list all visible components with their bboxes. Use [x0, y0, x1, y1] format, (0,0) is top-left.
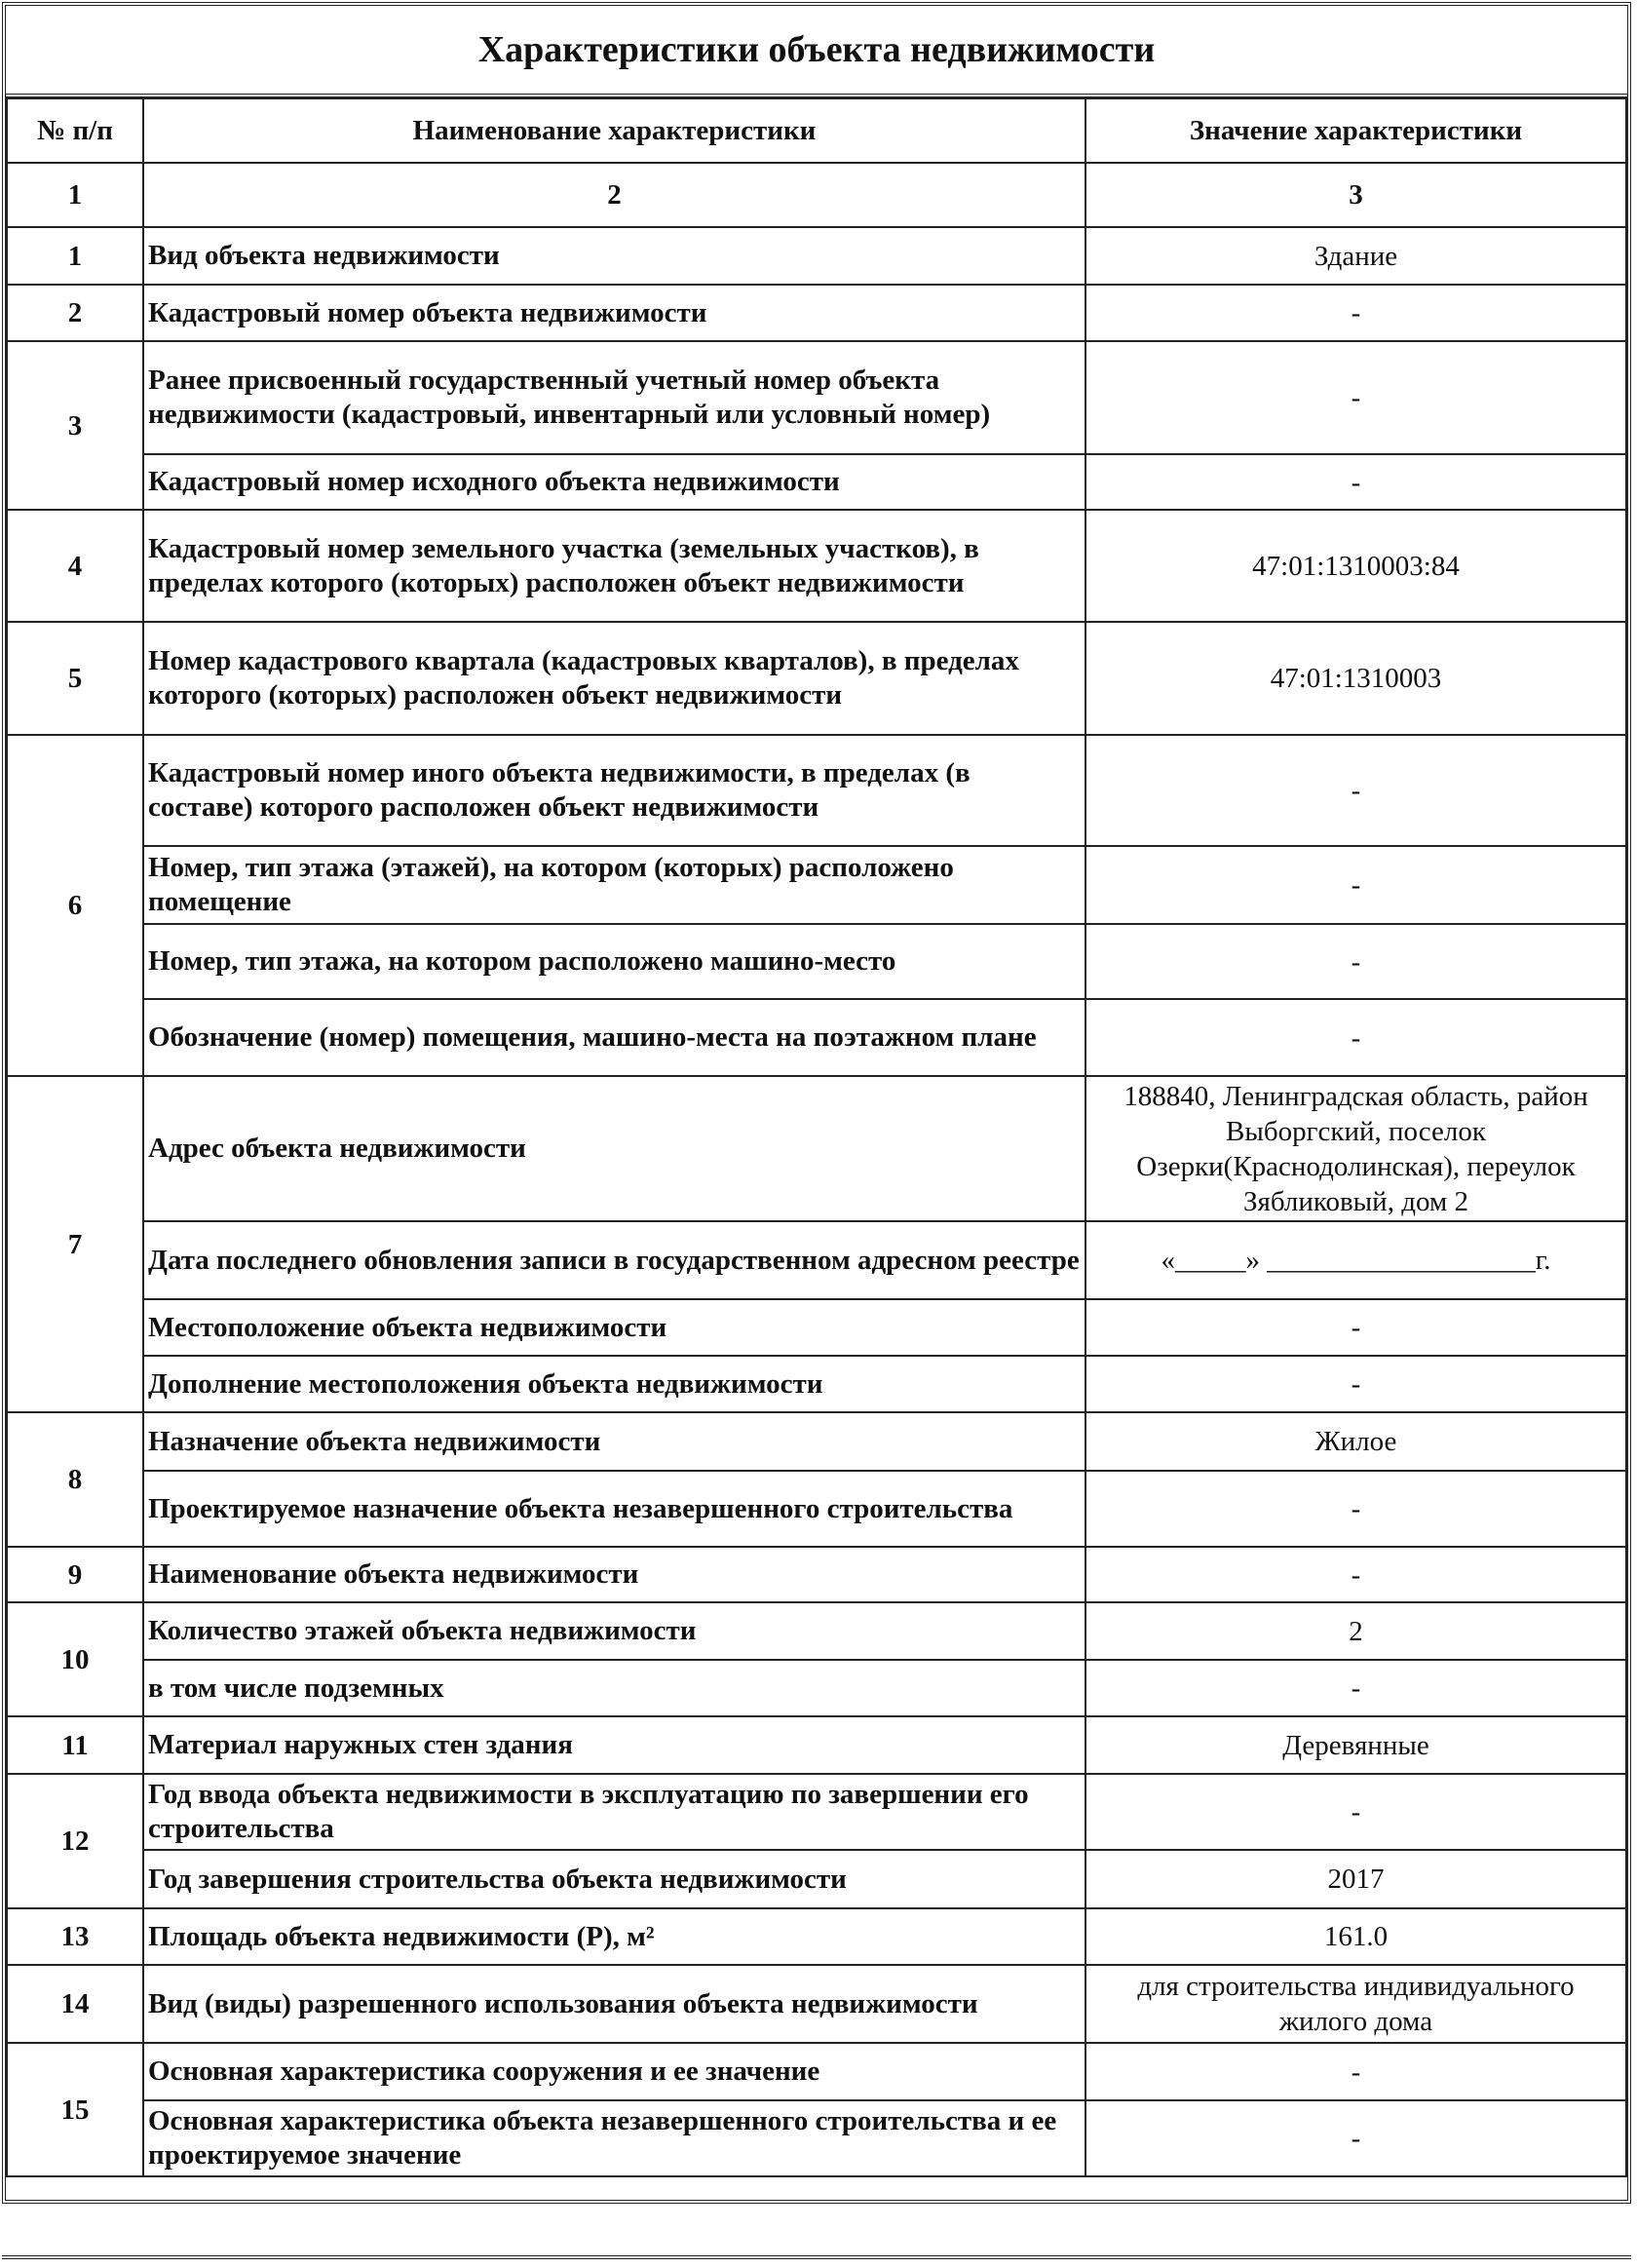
column-number-2: 2 — [143, 163, 1085, 227]
row-number: 8 — [7, 1412, 143, 1547]
table-row — [7, 510, 1626, 622]
characteristic-name: Номер, тип этажа (этажей), на котором (которых) расположено помещение — [143, 846, 1085, 924]
header-col-value: Значение характеристики — [1085, 98, 1626, 163]
characteristic-value: Жилое — [1085, 1412, 1626, 1471]
row-number: 1 — [7, 227, 143, 285]
characteristic-value: - — [1085, 341, 1626, 454]
characteristic-name: Адрес объекта недвижимости — [143, 1076, 1085, 1221]
characteristic-value: - — [1085, 2100, 1626, 2176]
characteristic-value: для строительства индивидуального жилого дома — [1085, 1965, 1626, 2043]
characteristic-value: - — [1085, 1660, 1626, 1716]
table-row — [7, 285, 1626, 341]
table-row — [7, 2100, 1626, 2176]
characteristic-value: Деревянные — [1085, 1716, 1626, 1774]
table-row — [7, 2043, 1626, 2100]
characteristic-value: Здание — [1085, 227, 1626, 285]
characteristic-name: Обозначение (номер) помещения, машино-места на поэтажном плане — [143, 999, 1085, 1076]
characteristic-value: «_____» ___________________г. — [1085, 1221, 1626, 1299]
row-number: 11 — [7, 1716, 143, 1774]
table-row — [7, 999, 1626, 1076]
table-row — [7, 622, 1626, 735]
row-number: 5 — [7, 622, 143, 735]
table-row — [7, 1221, 1626, 1299]
table-row — [7, 1850, 1626, 1908]
characteristic-name: Назначение объекта недвижимости — [143, 1412, 1085, 1471]
characteristic-name: Ранее присвоенный государственный учетный номер объекта недвижимости (кадастровый, инвентарный или условный номер) — [143, 341, 1085, 454]
characteristic-value: - — [1085, 924, 1626, 999]
characteristic-name: Основная характеристика сооружения и ее значение — [143, 2043, 1085, 2100]
row-number: 2 — [7, 285, 143, 341]
row-number: 6 — [7, 735, 143, 1076]
page-title: Характеристики объекта недвижимости — [6, 6, 1627, 97]
row-number: 14 — [7, 1965, 143, 2043]
header-col-name: Наименование характеристики — [143, 98, 1085, 163]
characteristic-value: 47:01:1310003 — [1085, 622, 1626, 735]
characteristic-name: Кадастровый номер исходного объекта недвижимости — [143, 454, 1085, 510]
row-number: 12 — [7, 1774, 143, 1908]
characteristic-value: - — [1085, 1356, 1626, 1412]
characteristic-name: Кадастровый номер иного объекта недвижимости, в пределах (в составе) которого расположен объект недвижимости — [143, 735, 1085, 846]
table-row — [7, 1471, 1626, 1547]
characteristic-name: Вид объекта недвижимости — [143, 227, 1085, 285]
characteristic-value: - — [1085, 285, 1626, 341]
characteristic-value: - — [1085, 1471, 1626, 1547]
characteristic-name: Количество этажей объекта недвижимости — [143, 1602, 1085, 1660]
characteristic-value: - — [1085, 1774, 1626, 1850]
table-row — [7, 1965, 1626, 2043]
table-row — [7, 1716, 1626, 1774]
table-row — [7, 1356, 1626, 1412]
characteristic-name: Кадастровый номер земельного участка (земельных участков), в пределах которого (которых) расположен объект недвижимости — [143, 510, 1085, 622]
characteristic-name: Номер, тип этажа, на котором расположено машино-место — [143, 924, 1085, 999]
row-number: 3 — [7, 341, 143, 510]
table-row — [7, 1076, 1626, 1221]
column-number-3: 3 — [1085, 163, 1626, 227]
table-row — [7, 1299, 1626, 1356]
row-number: 4 — [7, 510, 143, 622]
characteristic-name: Местоположение объекта недвижимости — [143, 1299, 1085, 1356]
table-header-row — [7, 98, 1626, 163]
characteristic-value: 2017 — [1085, 1850, 1626, 1908]
row-number: 9 — [7, 1547, 143, 1602]
characteristic-value: - — [1085, 735, 1626, 846]
characteristic-name: Номер кадастрового квартала (кадастровых кварталов), в пределах которого (которых) расположен объект недвижимости — [143, 622, 1085, 735]
table-row — [7, 1602, 1626, 1660]
column-number-1: 1 — [7, 163, 143, 227]
table-row — [7, 454, 1626, 510]
table-row — [7, 735, 1626, 846]
characteristic-name: Основная характеристика объекта незавершенного строительства и ее проектируемое значение — [143, 2100, 1085, 2176]
characteristic-name: Проектируемое назначение объекта незавершенного строительства — [143, 1471, 1085, 1547]
characteristic-value: - — [1085, 1299, 1626, 1356]
characteristic-value: 47:01:1310003:84 — [1085, 510, 1626, 622]
characteristic-name: Вид (виды) разрешенного использования объекта недвижимости — [143, 1965, 1085, 2043]
table-row — [7, 1774, 1626, 1850]
table-row — [7, 924, 1626, 999]
characteristic-value: 2 — [1085, 1602, 1626, 1660]
characteristic-name: Дополнение местоположения объекта недвижимости — [143, 1356, 1085, 1412]
characteristic-name: Год ввода объекта недвижимости в эксплуатацию по завершении его строительства — [143, 1774, 1085, 1850]
characteristic-name: в том числе подземных — [143, 1660, 1085, 1716]
characteristic-value: - — [1085, 846, 1626, 924]
bottom-divider — [2, 2255, 1631, 2259]
characteristic-name: Дата последнего обновления записи в государственном адресном реестре — [143, 1221, 1085, 1299]
characteristic-value: 161.0 — [1085, 1908, 1626, 1965]
table-row — [7, 1908, 1626, 1965]
characteristic-value: - — [1085, 454, 1626, 510]
characteristic-name: Кадастровый номер объекта недвижимости — [143, 285, 1085, 341]
characteristics-table — [6, 97, 1627, 2177]
table-row — [7, 1660, 1626, 1716]
table-row — [7, 1547, 1626, 1602]
characteristic-value: - — [1085, 2043, 1626, 2100]
characteristic-value: - — [1085, 999, 1626, 1076]
row-number: 10 — [7, 1602, 143, 1716]
table-row — [7, 1412, 1626, 1471]
document-frame — [2, 2, 1631, 2204]
row-number: 13 — [7, 1908, 143, 1965]
header-col-number: № п/п — [7, 98, 143, 163]
characteristic-name: Площадь объекта недвижимости (P), м² — [143, 1908, 1085, 1965]
table-row — [7, 341, 1626, 454]
table-row — [7, 846, 1626, 924]
characteristic-name: Наименование объекта недвижимости — [143, 1547, 1085, 1602]
column-number-row — [7, 163, 1626, 227]
row-number: 15 — [7, 2043, 143, 2176]
characteristic-value: - — [1085, 1547, 1626, 1602]
characteristic-name: Материал наружных стен здания — [143, 1716, 1085, 1774]
table-row — [7, 227, 1626, 285]
characteristic-value: 188840, Ленинградская область, район Выборгский, поселок Озерки(Краснодолинская), переулок Зябликовый, дом 2 — [1085, 1076, 1626, 1221]
row-number: 7 — [7, 1076, 143, 1412]
characteristic-name: Год завершения строительства объекта недвижимости — [143, 1850, 1085, 1908]
